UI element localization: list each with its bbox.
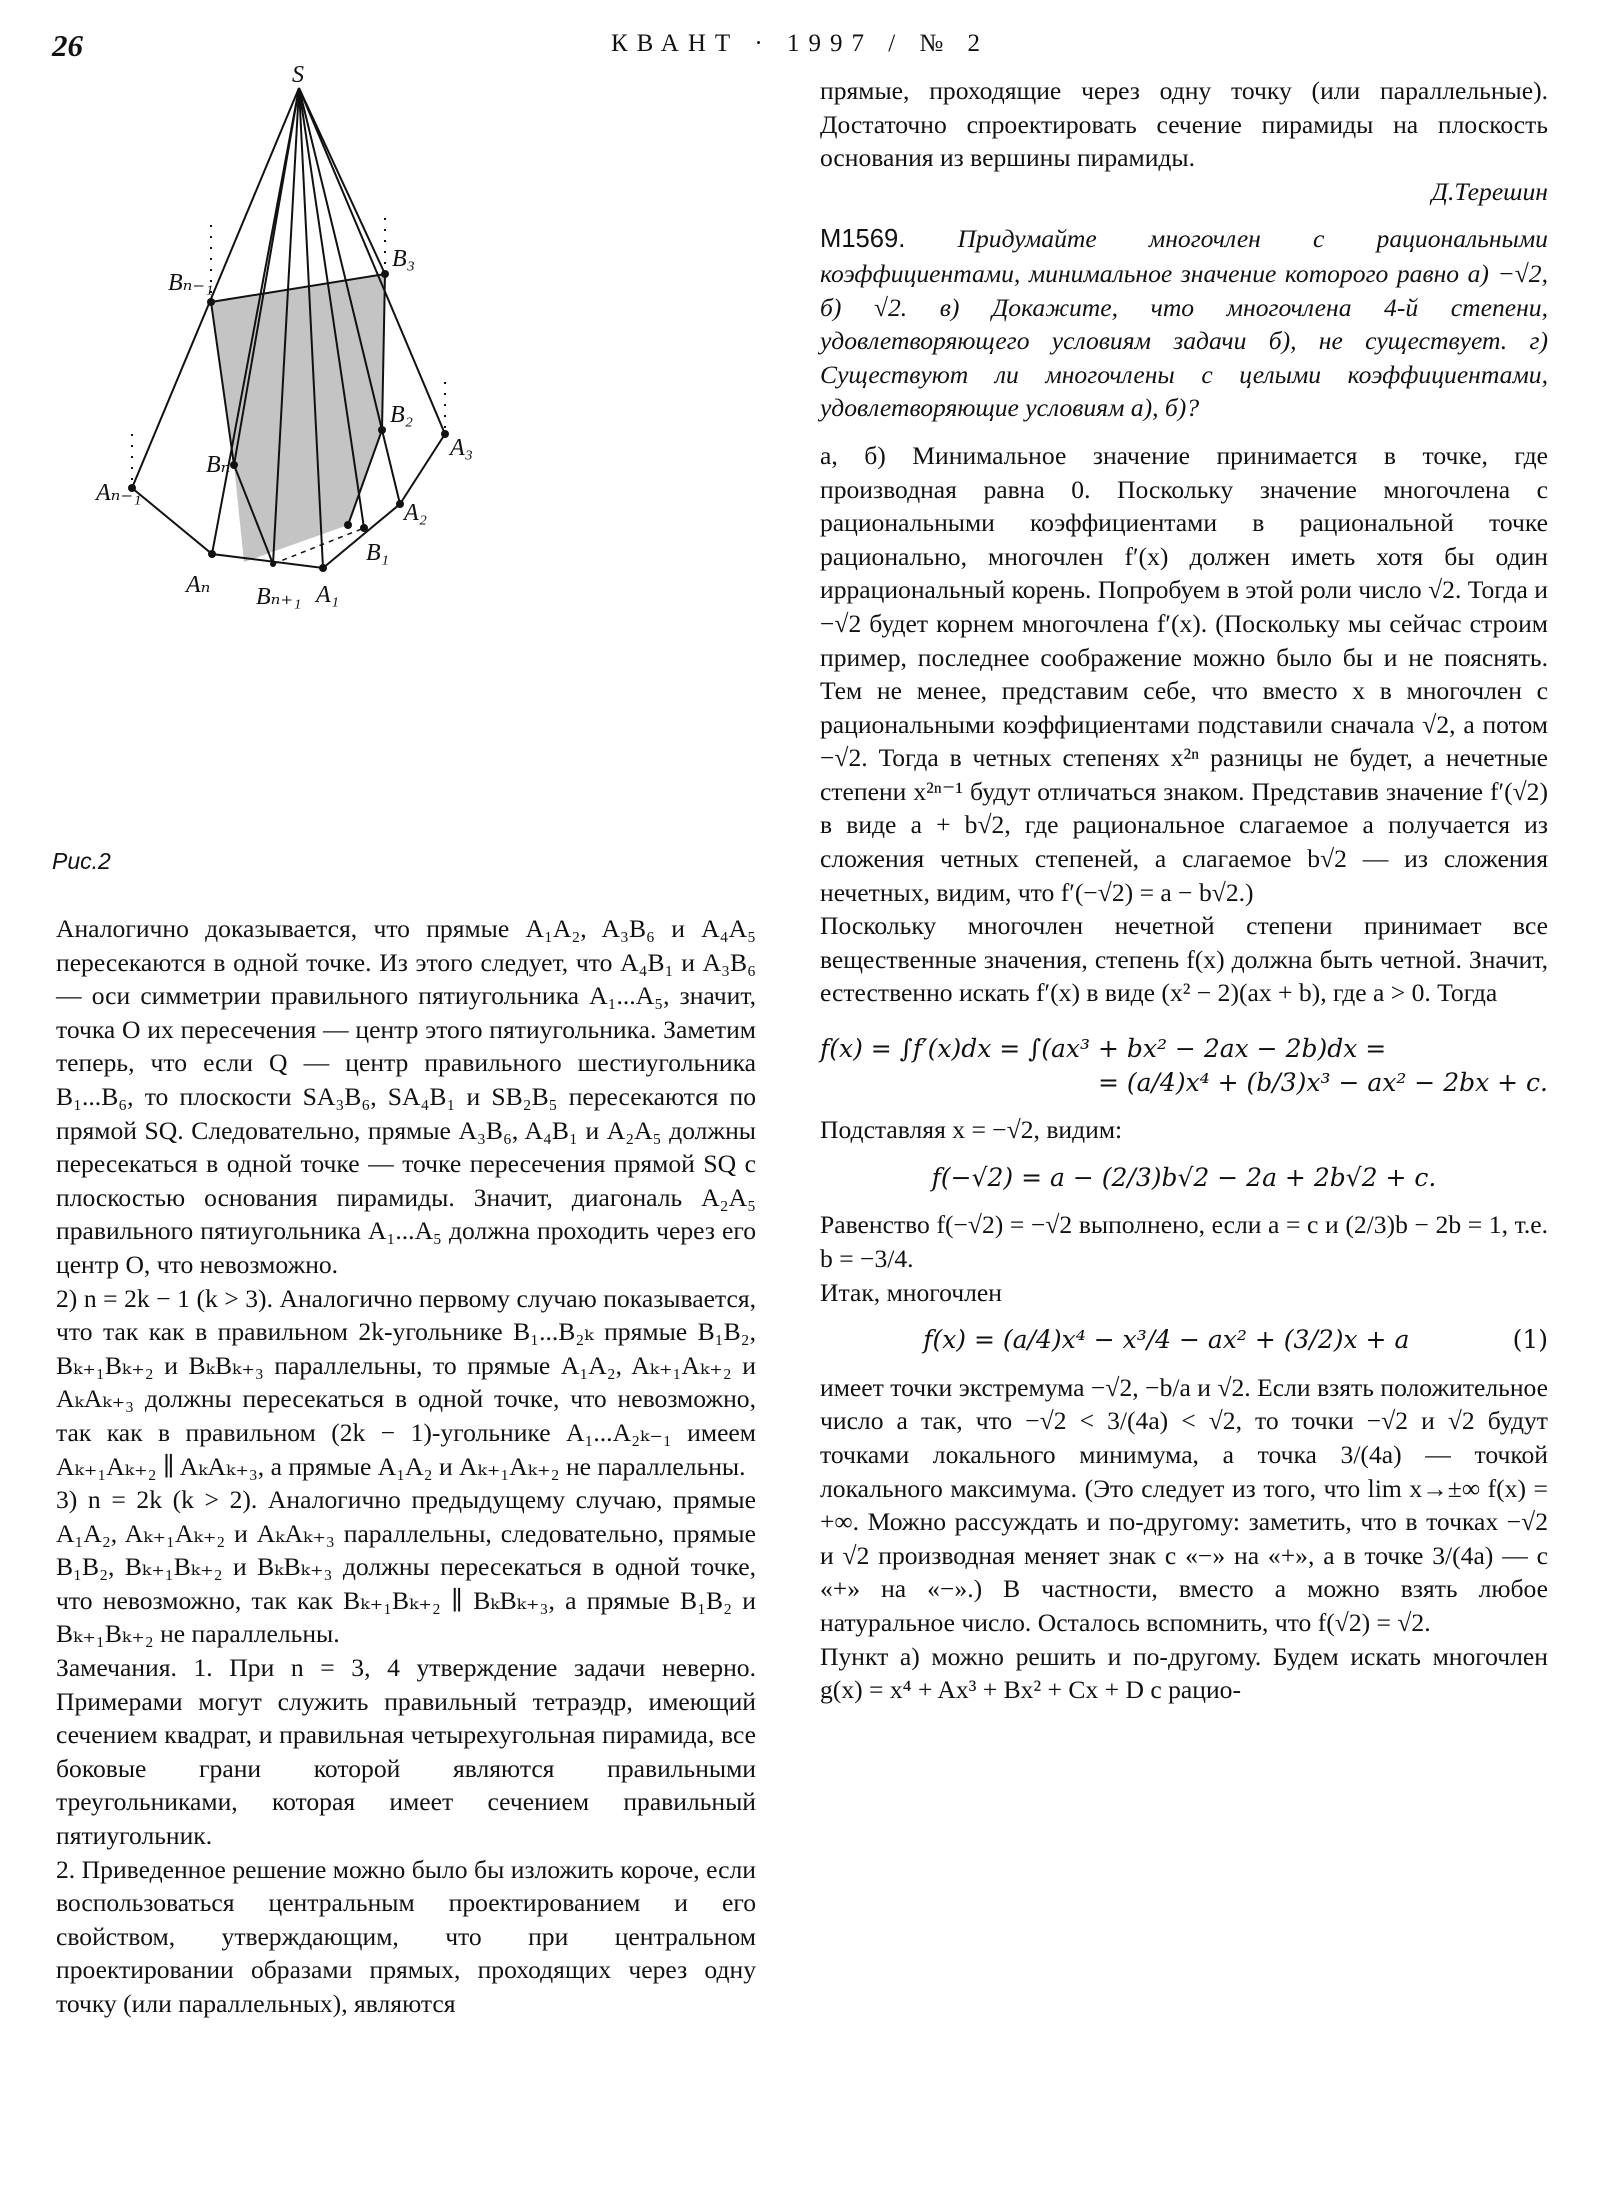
paragraph: Поскольку многочлен нечетной степени принимает все вещественные значения, степень f(x) должна быть четной. Значит, естественно искать f′(x) в виде (x² − 2)(ax + b), где a > 0. Тогда bbox=[820, 911, 1548, 1008]
label-B3: B₃ bbox=[392, 246, 416, 272]
formula-polynomial-text: f(x) = (a/4)x⁴ − x³/4 − ax² + (3/2)x + a bbox=[923, 1325, 1410, 1355]
paragraph: 2. Приведенное решение можно было бы изложить короче, если воспользоваться центральным проектированием и его свойством, утверждающим, что при центральном проектировании образами прямых, проходящих через одну точку (или параллельных), являются bbox=[56, 1854, 756, 2018]
paragraph: прямые, проходящие через одну точку (или параллельные). Достаточно спроектировать сечение пирамиды на плоскость основания из вершины пирамиды. bbox=[820, 76, 1548, 173]
label-A3: A₃ bbox=[450, 435, 474, 461]
label-An: Aₙ bbox=[186, 572, 211, 598]
paragraph: Равенство f(−√2) = −√2 выполнено, если a = c и (2/3)b − 2b = 1, т.е. b = −3/4. bbox=[820, 1210, 1548, 1273]
paragraph: Итак, многочлен bbox=[820, 1277, 1002, 1307]
paragraph: Пункт а) можно решить и по-другому. Будем искать многочлен g(x) = x⁴ + Ax³ + Bx² + Cx + D с рацио- bbox=[820, 1641, 1548, 1705]
formula-polynomial bbox=[820, 1323, 1548, 1357]
paragraph: 2) n = 2k − 1 (k > 3). Аналогично первому случаю показывается, что так как в правильном 2k-угольнике B₁...B₂ₖ прямые B₁B₂, Bₖ₊₁Bₖ₊₂ и BₖBₖ₊₃ параллельны, то прямые A₁A₂, Aₖ₊₁Aₖ₊₂ и AₖAₖ₊₃ должны пересекаться в одной точке, что невозможно, так как в правильном (2k − 1)-угольнике A₁...A₂ₖ₋₁ имеем Aₖ₊₁Aₖ₊₂ ∥ AₖAₖ₊₃, а прямые A₁A₂ и Aₖ₊₁Aₖ₊₂ не параллельны. bbox=[56, 1283, 756, 1481]
left-column bbox=[56, 912, 756, 2021]
pyramid-figure bbox=[96, 62, 680, 850]
problem-text: Придумайте многочлен с рациональными коэффициентами, минимальное значение которого равно а) −√2, б) √2. в) Докажите, что многочлена 4-й степени, удовлетворяющего условиям задачи б), не существует. г) Существуют ли многочлены с целыми коэффициентами, удовлетворяющие условиям а), б)? bbox=[820, 224, 1548, 423]
problem-statement bbox=[820, 222, 1548, 425]
label-S: S bbox=[292, 62, 304, 88]
signature: Д.Терешин bbox=[1431, 176, 1548, 206]
formula-substitution: f(−√2) = a − (2/3)b√2 − 2a + 2b√2 + c. bbox=[931, 1162, 1437, 1192]
label-A2: A₂ bbox=[404, 500, 428, 526]
paragraph: Подставляя x = −√2, видим: bbox=[820, 1115, 1123, 1145]
equation-number: (1) bbox=[1512, 1325, 1548, 1355]
label-A1: A₁ bbox=[316, 582, 340, 608]
label-B2: B₂ bbox=[390, 402, 414, 428]
label-B1: B₁ bbox=[366, 540, 390, 566]
problem-label: М1569. bbox=[820, 225, 906, 254]
right-column bbox=[820, 74, 1548, 1707]
page-number: 26 bbox=[52, 28, 83, 63]
formula-integral: f(x) = ∫f′(x)dx = ∫(ax³ + bx² − 2ax − 2b)dx = bbox=[820, 1034, 1387, 1064]
paragraph: Аналогично доказывается, что прямые A₁A₂, A₃B₆ и A₄A₅ пересекаются в одной точке. Из этого следует, что A₄B₁ и A₃B₆ — оси симметрии правильного пятиугольника A₁...A₅, значит, точка O их пересечения — центр этого пятиугольника. Заметим теперь, что если Q — центр правильного шестиугольника B₁...B₆, то плоскости SA₃B₆, SA₄B₁ и SB₂B₅ пересекаются по прямой SQ. Следовательно, прямые A₃B₆, A₄B₁ и A₂A₅ должны пересекаться в одной точке — точке пересечения прямой SQ с плоскостью основания пирамиды. Значит, диагональ A₂A₅ правильного пятиугольника A₁...A₅ должна проходить через его центр O, что невозможно. bbox=[56, 914, 756, 1279]
journal-header: КВАНТ · 1997 / № 2 bbox=[610, 30, 990, 57]
label-Bnp1: Bₙ₊₁ bbox=[256, 584, 302, 610]
paragraph: Замечания. 1. При n = 3, 4 утверждение задачи неверно. Примерами могут служить правильный тетраэдр, имеющий сечением квадрат, и правильная четырехугольная пирамида, все боковые грани которой являются правильными треугольниками, которая имеет сечением правильный пятиугольник. bbox=[56, 1653, 756, 1851]
paragraph: имеет точки экстремума −√2, −b/a и √2. Если взять положительное число a так, что −√2 < 3/(4a) < √2, то точки −√2 и √2 будут точками локального минимума, а точка 3/(4a) — точкой локального максимума. (Это следует из того, что lim x→±∞ f(x) = +∞. Можно рассуждать и по-другому: заметить, что в точках −√2 и √2 производная меняет знак с «−» на «+», а в точке 3/(4a) — с «+» на «−».) В частности, вместо a можно взять любое натуральное число. Осталось вспомнить, что f(√2) = √2. bbox=[820, 1372, 1548, 1637]
formula-integral-result: = (a/4)x⁴ + (b/3)x³ − ax² − 2bx + c. bbox=[1097, 1067, 1548, 1097]
figure-caption: Рис.2 bbox=[52, 848, 111, 874]
label-An1: Aₙ₋₁ bbox=[96, 480, 142, 506]
label-Bn: Bₙ bbox=[206, 452, 231, 478]
paragraph: а, б) Минимальное значение принимается в точке, где производная равна 0. Поскольку значение многочлена с рациональными коэффициентами в рациональной точке рационально, многочлен f′(x) должен иметь хотя бы один иррациональный корень. Попробуем в этой роли число √2. Тогда и −√2 будет корнем многочлена f′(x). (Поскольку мы сейчас строим пример, последнее соображение можно было бы и не пояснять. Тем не менее, представим себе, что вместо x в многочлен с рациональными коэффициентами подставили сначала √2, а потом −√2. Тогда в четных степенях x²ⁿ разницы не будет, а нечетные степени x²ⁿ⁻¹ будут отличаться знаком. Представив значение f′(√2) в виде a + b√2, где рациональное слагаемое a получается из сложения четных степеней, а слагаемое b√2 — из сложения нечетных, видим, что f′(−√2) = a − b√2.) bbox=[820, 440, 1548, 907]
paragraph: 3) n = 2k (k > 2). Аналогично предыдущему случаю, прямые A₁A₂, Aₖ₊₁Aₖ₊₂ и AₖAₖ₊₃ параллельны, следовательно, прямые B₁B₂, Bₖ₊₁Bₖ₊₂ и BₖBₖ₊₃ должны пересекаться в одной точке, что невозможно, так как Bₖ₊₁Bₖ₊₂ ∥ BₖBₖ₊₃, а прямые B₁B₂ и Bₖ₊₁Bₖ₊₂ не параллельны. bbox=[56, 1485, 756, 1649]
label-Bn1: Bₙ₋₁ bbox=[168, 270, 214, 296]
